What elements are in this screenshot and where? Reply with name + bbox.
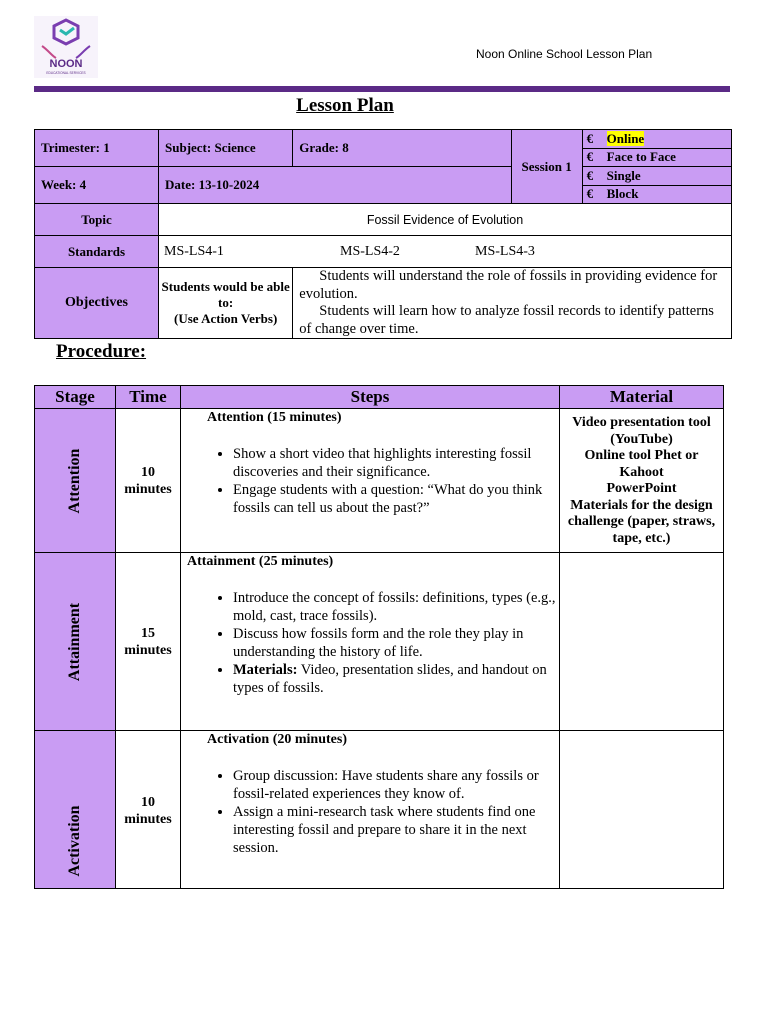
step-heading: Activation (20 minutes) <box>207 732 347 747</box>
objectives-label: Objectives <box>65 295 128 310</box>
steps-list <box>181 589 559 697</box>
step-item: • Show a short video that highlights interesting fossil discoveries and their significance. <box>233 445 559 481</box>
col-header-steps: Steps <box>181 386 560 409</box>
subject: Subject: Science <box>165 140 256 155</box>
trimester-cell <box>35 130 159 167</box>
objectives-prompt-line: Students would be able to: <box>161 279 290 310</box>
date-cell <box>159 167 512 204</box>
topic-label-cell <box>35 204 159 236</box>
stage-label: Attainment <box>66 602 83 681</box>
time-unit: minutes <box>124 481 172 497</box>
material-line: PowerPoint <box>606 481 677 496</box>
session: Session 1 <box>521 158 572 174</box>
lesson-info-table <box>34 129 732 339</box>
objective-item: Students will learn how to analyze fossil records to identify patterns of change over time. <box>299 303 714 337</box>
mode-single <box>582 167 731 186</box>
material-cell <box>560 409 724 553</box>
mode-label: Block <box>606 186 639 202</box>
topic: Fossil Evidence of Evolution <box>366 212 524 227</box>
standard-item: MS-LS4-1 <box>164 243 224 259</box>
stage-label: Attention <box>66 448 83 513</box>
material-line: (YouTube) <box>610 431 673 447</box>
step-item-text: Video, presentation slides, and handout on types of fossils. <box>233 662 547 696</box>
objective-item: Students will understand the role of fossils in providing evidence for evolution. <box>299 268 718 302</box>
mode-block <box>582 185 731 204</box>
steps-list <box>181 445 559 517</box>
step-item: • Group discussion: Have students share any fossils or fossil-related experiences they know of. <box>233 767 559 803</box>
step-item: • Assign a mini-research task where students find one interesting fossil and prepare to share it in the next session. <box>233 803 559 857</box>
objectives-prompt-line: (Use Action Verbs) <box>174 311 278 326</box>
material-line: Materials for the design <box>570 497 713 513</box>
step-item-bold: Materials: <box>233 662 298 678</box>
standard-item: MS-LS4-2 <box>340 243 400 259</box>
logo-text: NOON <box>49 58 83 70</box>
date: Date: 13-10-2024 <box>165 177 260 192</box>
checkbox-icon: € <box>586 130 594 146</box>
grade-cell <box>293 130 511 167</box>
procedure-table <box>34 385 724 889</box>
steps-cell <box>181 409 560 553</box>
objectives-prompt-cell <box>159 268 293 339</box>
procedure-row-attainment <box>35 553 724 731</box>
time-cell <box>116 409 181 553</box>
topic-cell <box>159 204 732 236</box>
logo-subtext: EDUCATIONAL SERVICES <box>46 71 86 75</box>
mode-face-to-face <box>582 148 731 167</box>
mode-label: Online <box>606 130 645 146</box>
steps-list <box>181 767 559 857</box>
standards-label-cell <box>35 236 159 268</box>
topic-label: Topic <box>81 211 112 227</box>
checkbox-icon: € <box>586 167 594 183</box>
week-cell <box>35 167 159 204</box>
col-header-material: Material <box>560 386 724 409</box>
mode-online <box>582 130 731 149</box>
document-title: Lesson Plan <box>296 95 394 116</box>
time-unit: minutes <box>124 642 172 658</box>
time-value: 10 <box>141 795 155 810</box>
material-cell <box>560 731 724 889</box>
header-title: Noon Online School Lesson Plan <box>476 47 653 61</box>
step-item <box>233 661 559 697</box>
material-line: Video presentation tool <box>572 415 711 430</box>
subject-cell <box>159 130 293 167</box>
mode-label: Face to Face <box>606 149 676 165</box>
week: Week: 4 <box>41 177 87 192</box>
step-item: • Introduce the concept of fossils: definitions, types (e.g., mold, cast, trace fossils). <box>233 589 559 625</box>
stage-cell <box>35 409 116 553</box>
standards-cell <box>159 236 732 268</box>
steps-cell <box>181 731 560 889</box>
procedure-row-activation <box>35 731 724 889</box>
step-heading: Attention (15 minutes) <box>207 410 342 425</box>
time-unit: minutes <box>124 812 172 827</box>
steps-cell <box>181 553 560 731</box>
material-line: tape, etc.) <box>612 530 671 546</box>
material-cell <box>560 553 724 731</box>
header-divider <box>34 86 730 92</box>
objectives-label-cell <box>35 268 159 339</box>
standard-item: MS-LS4-3 <box>475 243 535 259</box>
objectives-cell <box>293 268 732 339</box>
time-value: 15 <box>141 625 155 641</box>
trimester: Trimester: 1 <box>41 140 110 155</box>
stage-label: Activation <box>66 805 83 877</box>
checkbox-icon: € <box>586 149 594 165</box>
grade: Grade: 8 <box>299 140 349 155</box>
material-line: Online tool Phet or <box>584 448 699 463</box>
material-line: challenge (paper, straws, <box>567 514 716 529</box>
step-item: • Engage students with a question: “What do you think fossils can tell us about the past?” <box>233 481 559 517</box>
time-cell <box>116 553 181 731</box>
mode-label: Single <box>606 167 641 183</box>
checkbox-icon: € <box>586 186 594 202</box>
stage-cell <box>35 553 116 731</box>
time-cell <box>116 731 181 889</box>
time-value: 10 <box>141 464 155 480</box>
standards-label: Standards <box>67 243 126 259</box>
session-cell <box>511 130 582 204</box>
stage-cell <box>35 731 116 889</box>
col-header-stage: Stage <box>35 386 116 409</box>
step-item: • Discuss how fossils form and the role they play in understanding the history of life. <box>233 625 559 661</box>
noon-logo <box>34 16 98 78</box>
material-line: Kahoot <box>619 464 664 480</box>
procedure-title: Procedure: <box>56 341 147 362</box>
procedure-row-attention <box>35 409 724 553</box>
step-heading: Attainment (25 minutes) <box>187 554 334 569</box>
col-header-time: Time <box>116 386 181 409</box>
